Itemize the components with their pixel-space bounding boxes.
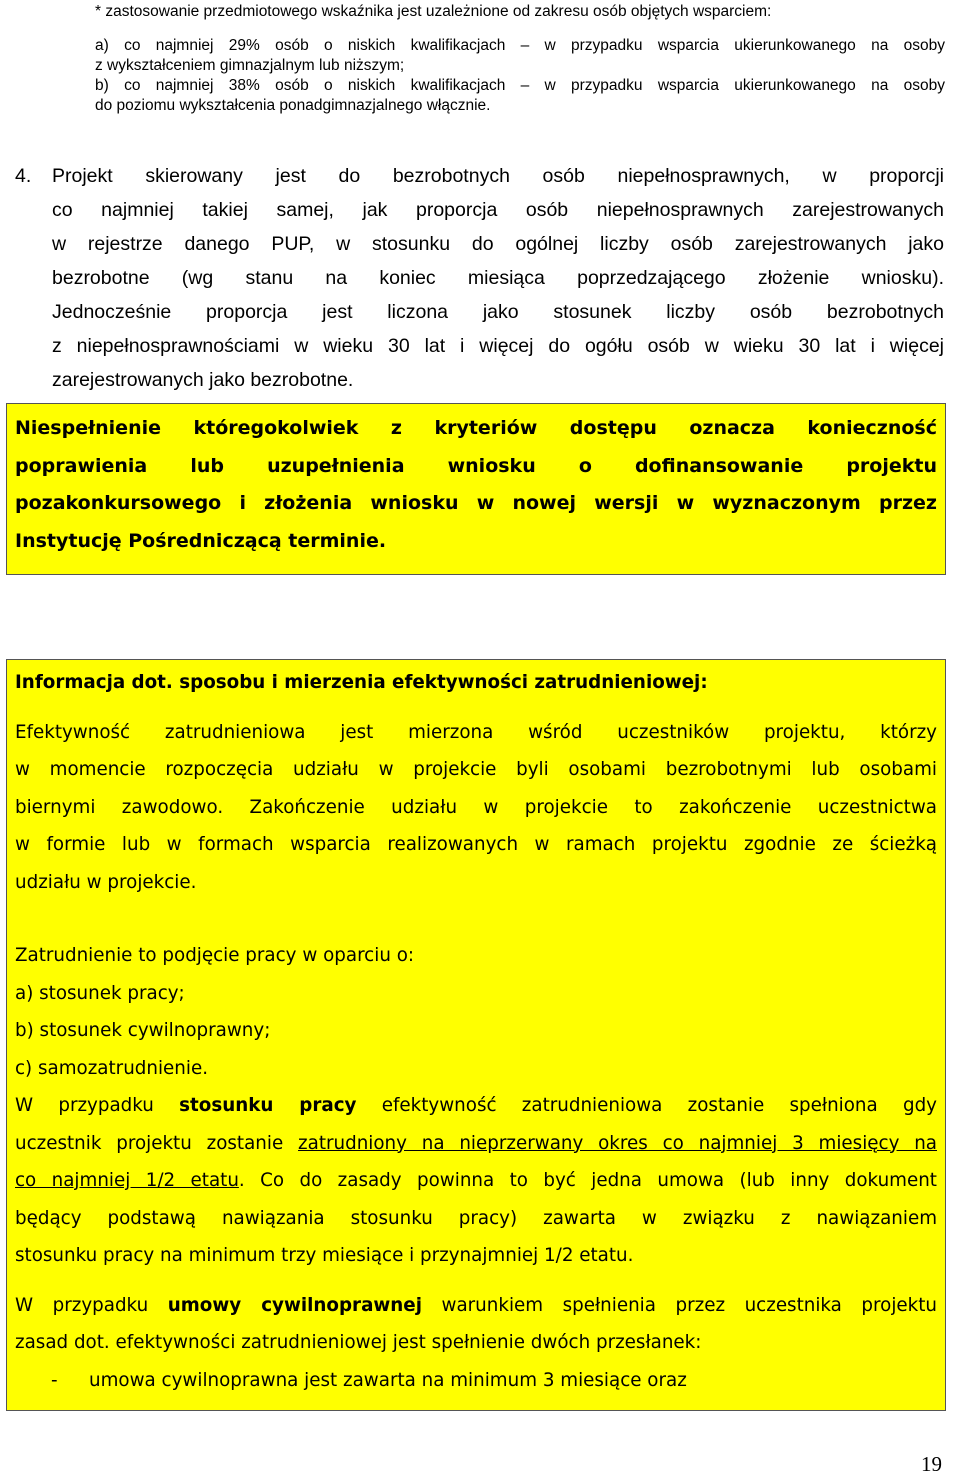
warning-line: pozakonkursowego i złożenia wniosku w nowej wersji w wyznaczonym przez: [15, 492, 937, 514]
info-para1-line: w formie lub w formach wsparcia realizowanych w ramach projektu zgodnie ze ścieżką: [15, 834, 937, 855]
text-run-underlined: zatrudniony na nieprzerwany okres co najmniej 3 miesięcy na: [298, 1132, 937, 1154]
text-run: uczestnik projektu zostanie: [15, 1132, 299, 1154]
footnote-intro: * zastosowanie przedmiotowego wskaźnika jest uzależnione od zakresu osób objętych wsparciem:: [95, 3, 772, 20]
point-4-line: w rejestrze danego PUP, w stosunku do ogólnej liczby osób zarejestrowanych jako: [52, 233, 944, 255]
text-run: W przypadku: [15, 1095, 180, 1116]
text-run-bold: umowy cywilnoprawnej: [167, 1294, 422, 1316]
point-4-line: z niepełnosprawnościami w wieku 30 lat i więcej do ogółu osób w wieku 30 lat i więcej: [52, 335, 944, 357]
condition-text: umowa cywilnoprawna jest zawarta na minimum 3 miesiące oraz: [89, 1369, 687, 1391]
employment-contract-line: [15, 1125, 937, 1163]
employment-contract-line: stosunku pracy na minimum trzy miesiące i przynajmniej 1/2 etatu.: [15, 1245, 634, 1266]
employment-type-item: c) samozatrudnienie.: [15, 1057, 209, 1079]
dash-bullet: -: [51, 1369, 58, 1391]
point-number: 4.: [15, 165, 32, 187]
employment-type-item: b) stosunek cywilnoprawny;: [15, 1020, 271, 1041]
footnote-a-line1: a) co najmniej 29% osób o niskich kwalifikacjach – w przypadku wsparcia ukierunkowanego na osoby: [95, 37, 945, 54]
text-run-bold: stosunku pracy: [179, 1095, 357, 1116]
employment-intro: Zatrudnienie to podjęcie pracy w oparciu o:: [15, 945, 415, 966]
text-run: W przypadku: [15, 1294, 168, 1316]
employment-contract-line: [15, 1087, 937, 1125]
civil-contract-line: zasad dot. efektywności zatrudnieniowej jest spełnienie dwóch przesłanek:: [15, 1332, 702, 1353]
text-run: efektywność zatrudnieniowa zostanie spełniona gdy: [356, 1095, 937, 1116]
text-run: warunkiem spełnienia przez uczestnika projektu: [421, 1294, 937, 1316]
footnote-a-line2: z wykształceniem gimnazjalnym lub niższym;: [95, 57, 405, 74]
info-heading: Informacja dot. sposobu i mierzenia efektywności zatrudnieniowej:: [15, 672, 708, 693]
employment-effectiveness-info-box: [6, 659, 946, 1411]
info-para1-line: Efektywność zatrudnieniowa jest mierzona wśród uczestników projektu, którzy: [15, 721, 937, 743]
text-run-underlined: co najmniej 1/2 etatu: [15, 1170, 239, 1191]
point-4-line: Jednocześnie proporcja jest liczona jako stosunek liczby osób bezrobotnych: [52, 301, 944, 323]
access-criteria-warning-box: [6, 403, 946, 575]
warning-line: Niespełnienie któregokolwiek z kryteriów dostępu oznacza konieczność: [15, 417, 937, 439]
criteria-footnote: [95, 2, 945, 116]
warning-line: poprawienia lub uzupełnienia wniosku o dofinansowanie projektu: [15, 454, 937, 477]
page-number: 19: [921, 1452, 942, 1476]
info-para1-line: biernymi zawodowo. Zakończenie udziału w projekcie to zakończenie uczestnictwa: [15, 796, 937, 818]
condition-list-item: [15, 1362, 937, 1400]
text-run: . Co do zasady powinna to być jedna umowa (lub inny dokument: [238, 1170, 937, 1191]
point-4-line: Projekt skierowany jest do bezrobotnych osób niepełnosprawnych, w proporcji: [52, 165, 944, 187]
footnote-b-line1: b) co najmniej 38% osób o niskich kwalifikacjach – w przypadku wsparcia ukierunkowanego na osoby: [95, 77, 945, 94]
warning-line: Instytucję Pośredniczącą terminie.: [15, 529, 387, 552]
point-4: [15, 159, 944, 397]
employment-contract-line: będący podstawą nawiązania stosunku pracy) zawarta w związku z nawiązaniem: [15, 1207, 937, 1229]
point-4-line: co najmniej takiej samej, jak proporcja osób niepełnosprawnych zarejestrowanych: [52, 199, 944, 221]
point-4-line: zarejestrowanych jako bezrobotne.: [52, 369, 354, 391]
info-para1-line: w momencie rozpoczęcia udziału w projekcie byli osobami bezrobotnymi lub osobami: [15, 759, 937, 780]
employment-contract-line: [15, 1162, 937, 1200]
info-para1-line: udziału w projekcie.: [15, 871, 197, 893]
civil-contract-line: [15, 1287, 937, 1325]
footnote-b-line2: do poziomu wykształcenia ponadgimnazjalnego włącznie.: [95, 97, 491, 114]
point-4-line: bezrobotne (wg stanu na koniec miesiąca poprzedzającego złożenie wniosku).: [52, 267, 944, 289]
employment-type-item: a) stosunek pracy;: [15, 982, 185, 1004]
